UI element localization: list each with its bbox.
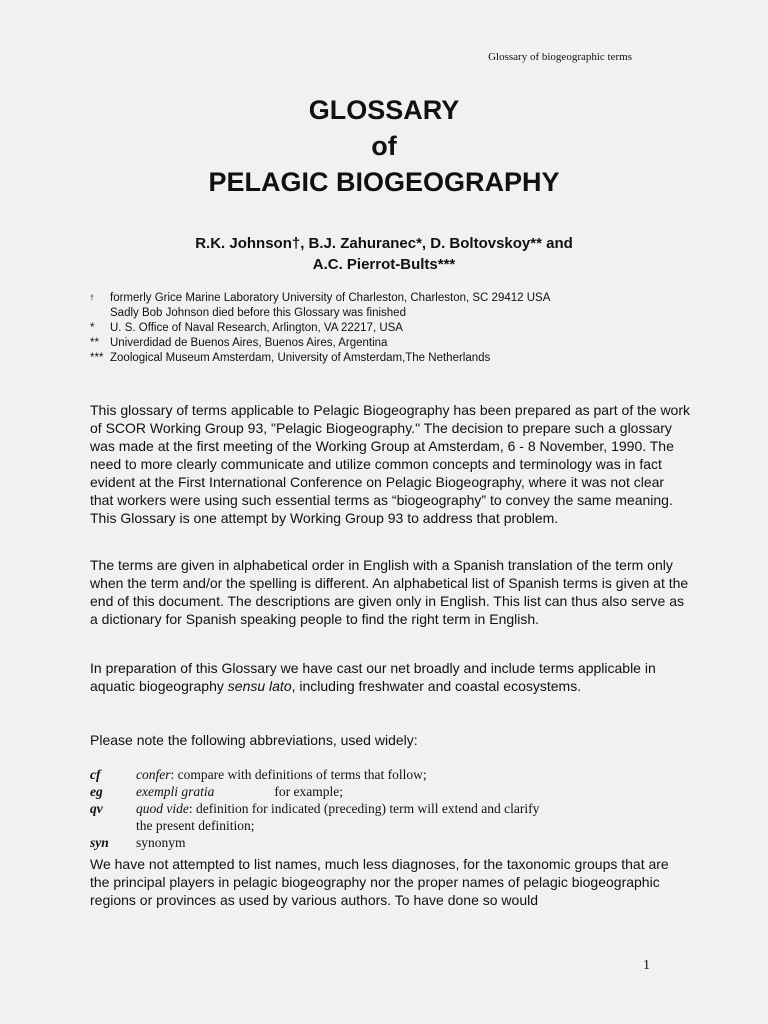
affiliation-mark: **: [90, 337, 99, 349]
title-line-3: PELAGIC BIOGEOGRAPHY: [208, 167, 560, 197]
scope-paragraph: [90, 659, 690, 695]
abbreviation-key: [90, 817, 136, 834]
scope-text-start: In preparation of this Glossary we have cast our net broadly and include terms applicable in aquatic biogeography: [90, 660, 656, 694]
authors-line-1: R.K. Johnson†, B.J. Zahuranec*, D. Boltovskoy** and: [195, 235, 573, 252]
affiliation-text: U. S. Office of Naval Research, Arlington, VA 22217, USA: [110, 322, 403, 334]
abbreviation-definition: : definition for indicated (preceding) term will extend and clarify: [188, 801, 540, 816]
document-title: [0, 92, 768, 200]
affiliation-mark: *: [90, 322, 95, 334]
running-header: Glossary of biogeographic terms: [488, 51, 632, 63]
intro-paragraph: This glossary of terms applicable to Pelagic Biogeography has been prepared as part of the work of SCOR Working Group 93, "Pelagic Biogeography." The decision to prepare such a glossary was made at the first meeting of the Working Group at Amsterdam, 6 - 8 November, 1990. The need to more clearly communicate and utilize common concepts and terminology was in fact evident at the First International Conference on Pelagic Biogeography, where it was not clear that workers were using such essential terms as “biogeography” to convey the same meaning. This Glossary is one attempt by Working Group 93 to address that problem.: [90, 402, 691, 526]
affiliation-text: Univerdidad de Buenos Aires, Buenos Aires, Argentina: [110, 337, 388, 349]
abbreviation-key: qv: [90, 801, 103, 816]
abbreviation-definition: the present definition;: [136, 818, 255, 833]
affiliation-row: [90, 306, 550, 321]
affiliation-mark: †: [90, 295, 94, 302]
abbreviation-key: syn: [90, 835, 109, 850]
affiliation-mark: ***: [90, 352, 104, 364]
abbreviation-list: [90, 766, 539, 851]
affiliation-row: [90, 336, 550, 351]
author-list: [0, 233, 768, 275]
abbreviations-intro: Please note the following abbreviations, used widely:: [90, 732, 418, 748]
abbreviation-row: [90, 800, 539, 817]
scope-text-end: , including freshwater and coastal ecosystems.: [291, 678, 582, 694]
affiliation-text: formerly Grice Marine Laboratory University of Charleston, Charleston, SC 29412 USA: [110, 292, 551, 304]
terms-order-paragraph: The terms are given in alphabetical order in English with a Spanish translation of the term only when the term and/or the spelling is different. An alphabetical list of Spanish terms is given at the end of this document. The descriptions are given only in English. This list can thus also serve as a dictionary for Spanish speaking people to find the right term in English.: [90, 557, 689, 627]
title-line-1: GLOSSARY: [308, 95, 460, 125]
page-number: 1: [643, 958, 650, 973]
affiliation-row: [90, 291, 550, 306]
abbreviation-term: quod vide: [136, 801, 189, 816]
affiliations: [90, 291, 550, 366]
abbreviation-row: [90, 783, 539, 800]
affiliation-mark: [90, 306, 110, 321]
abbreviation-term: exempli gratia: [136, 784, 215, 799]
abbreviation-key: eg: [90, 784, 103, 799]
abbreviation-term: confer: [136, 767, 171, 782]
abbreviation-row: [90, 766, 539, 783]
title-line-2: of: [371, 131, 397, 161]
affiliation-row: [90, 351, 550, 366]
affiliation-text: Sadly Bob Johnson died before this Glossary was finished: [110, 307, 406, 319]
abbreviation-definition: : compare with definitions of terms that follow;: [170, 767, 427, 782]
abbreviation-row: [90, 834, 539, 851]
abbreviation-definition: for example;: [274, 784, 343, 799]
taxonomy-paragraph: We have not attempted to list names, much less diagnoses, for the taxonomic groups that are the principal players in pelagic biogeography nor the proper names of pelagic biogeographic regions or provinces as used by various authors. To have done so would: [90, 856, 669, 908]
affiliation-text: Zoological Museum Amsterdam, University of Amsterdam,The Netherlands: [110, 352, 491, 364]
abbreviation-definition: synonym: [136, 835, 186, 850]
affiliation-row: [90, 321, 550, 336]
scope-text-italic: sensu lato: [227, 678, 292, 694]
authors-line-2: A.C. Pierrot-Bults***: [312, 256, 456, 273]
abbreviation-row: [90, 817, 539, 834]
abbreviation-key: cf: [90, 767, 101, 782]
